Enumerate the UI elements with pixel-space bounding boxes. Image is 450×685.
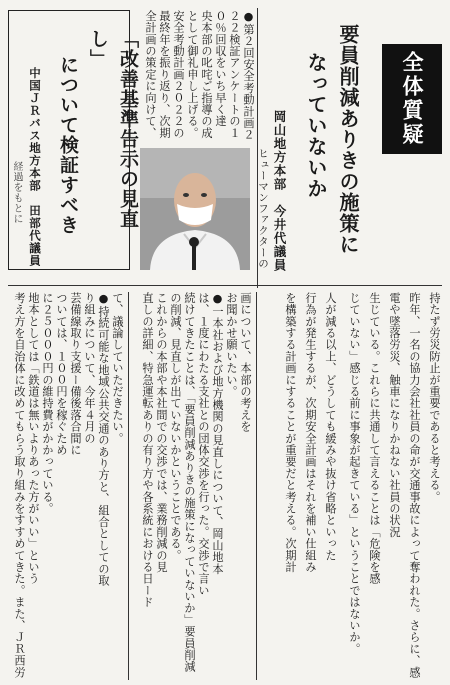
- photo-caption: ヒューマンファクターの: [257, 148, 269, 269]
- article2-col: 画について、本部の考えを: [239, 292, 252, 433]
- article8-col: 経過をもとに: [11, 161, 22, 224]
- article1-col: 昨年、一名の協力会社社員の命が交通事故によって奪われた。さらに、感: [408, 292, 421, 679]
- article3-col: 芸備線取り支援ー備後落合間に: [69, 292, 82, 456]
- article5-byline: 中国ＪＲバス地方本部 田部代議員: [28, 67, 42, 267]
- article2-col: は、１度にわたる支社との団体交渉を行った。交渉で言い: [197, 292, 210, 597]
- article5-headline-line2: について検証すべき: [57, 55, 79, 235]
- article1-body: [260, 292, 442, 680]
- article3-col: り組みについて、今年４月の: [83, 292, 96, 445]
- article3-col: 地本としては「鉄道は無いよりあった方がいい」という: [27, 292, 40, 585]
- article4-col: 央本部の叱咤ご指導の成: [200, 10, 213, 139]
- article5-headline-box: [8, 10, 139, 270]
- article1-col: を構築する計画にすることが重要だと考える。次期計: [284, 292, 297, 573]
- article1-col: 行為が発生するが、次期安全計画はそれを補い仕組み: [304, 292, 317, 573]
- article2-col: ●一本社および地方機関の見直しについて、岡山地本: [211, 292, 224, 575]
- article5-headline: [53, 29, 143, 259]
- article2-col: 続けてきたことは、「要員削減ありきの施策になっていないか」要員削減: [183, 292, 196, 673]
- section-badge: 全体質疑: [382, 44, 442, 154]
- article3-col: ついては、１００円を稼ぐため: [55, 292, 68, 456]
- article1-byline: 岡山地方本部 今井代議員: [272, 110, 287, 272]
- speaker-photo-graphic: [140, 148, 250, 270]
- article1-col: 持たず労災防止が重要であると考える。: [428, 292, 441, 503]
- article4-intro: [135, 10, 255, 145]
- article1-col: 生じている。これらに共通して言えることは「危険を感: [368, 292, 381, 585]
- article4-col: 最終年を振り返り、次期: [158, 10, 171, 139]
- speaker-photo: [140, 148, 250, 270]
- article4-col: として御礼申し上げる。: [186, 10, 199, 139]
- article1-headline-line1: 要員削減ありきの施策に: [336, 24, 360, 255]
- article1-col: 電や墜落労災、触車になりかねない社員の状況: [388, 292, 401, 538]
- article4-col: 全計画の策定に向けて、: [144, 10, 157, 139]
- article1-headline-line2: なっていないか: [304, 52, 328, 199]
- article2-body: [130, 292, 254, 680]
- column-divider: [128, 292, 129, 680]
- article4-col: ０％回収をいち早く達: [214, 10, 227, 127]
- article5-headline-line1: 「改善基準告示の見直し」: [87, 29, 139, 229]
- article4-col: ２２検証アンケートの１: [228, 10, 241, 139]
- article2-col: 直しの詳細、特急運転ありの有り方や各系統における日ード: [141, 292, 154, 608]
- article4-col: ●第２回安全考動計画２: [242, 10, 255, 141]
- article1-headline: [300, 24, 364, 274]
- section-divider: [8, 285, 442, 286]
- article1-col: 人が減る以上、どうしても緩みや抜け省略といった: [324, 292, 337, 562]
- article3-col: に２５０００円の維持費がかかっている。: [41, 292, 54, 515]
- article3-col: て、議論していただきたい。: [111, 292, 124, 445]
- article8-fragment: [9, 161, 25, 267]
- article3-col: ●持続可能な地域公共交通のあり方と、組合としての取: [97, 292, 110, 587]
- article4-col: 安全考動計画２０２２の: [172, 10, 185, 139]
- article2-col: お聞かせ願いたい。: [225, 292, 238, 398]
- article2-col: これからの本部や本社間での交渉では、業務削減の見: [155, 292, 168, 573]
- column-divider: [256, 292, 257, 680]
- article3-col: 考え方を自治体に改めてもらう取り組みをすすめてきた。また、ＪＲ西労: [13, 292, 26, 679]
- article1-col: じていない」感じる前に事象が起きている」ということではないか。: [348, 292, 361, 655]
- article2-col: の削減、見直しが出ていないかということである。: [169, 292, 182, 562]
- article3-body: [8, 292, 126, 680]
